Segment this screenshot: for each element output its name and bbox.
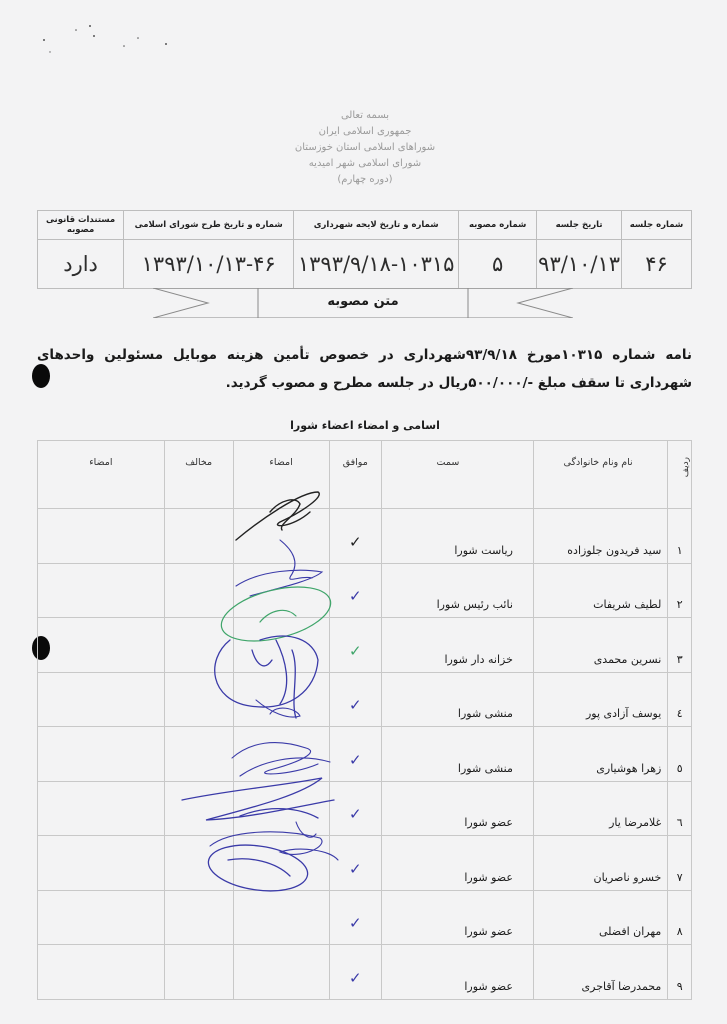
approve-check-icon: ✓ (348, 532, 362, 551)
oppose-signature-cell (38, 618, 165, 673)
oppose-signature-cell (38, 945, 165, 1000)
member-role: ریاست شورا (382, 509, 534, 564)
table-row (38, 563, 692, 618)
meta-header-session-number: شماره جلسه (622, 211, 692, 240)
member-role: نائب رئیس شورا (382, 563, 534, 618)
resolution-text-banner (153, 288, 573, 318)
oppose-cell (164, 890, 233, 945)
meta-legal-basis: دارد (38, 240, 124, 289)
member-role: منشی شورا (382, 672, 534, 727)
letterhead (250, 108, 480, 188)
meta-header-municipal-bill: شماره و تاریخ لایحه شهرداری (294, 211, 459, 240)
signature-cell (233, 563, 329, 618)
member-name: لطیف شریفات (533, 563, 667, 618)
members-title: اسامی و امضاء اعضاء شورا (290, 419, 440, 432)
meta-municipal-bill: ۱۳۹۳/۹/۱۸-۱۰۳۱۵ (294, 240, 459, 289)
oppose-cell (164, 836, 233, 891)
oppose-cell (164, 727, 233, 782)
row-number: ٦ (668, 781, 692, 836)
member-name: نسرین محمدی (533, 618, 667, 673)
resolution-text: نامه شماره ۱۰۳۱۵مورخ ۹۳/۹/۱۸شهرداری در خصوص تأمین هزینه موبایل مسئولین واحدهای شهرداری تا سقف مبلغ -/۵۰۰/۰۰۰ریال در جلسه مطرح و مصوب گردید. (37, 347, 692, 391)
oppose-signature-cell (38, 727, 165, 782)
meta-header-resolution-number: شماره مصوبه (459, 211, 537, 240)
meta-header-council-plan: شماره و تاریخ طرح شورای اسلامی (124, 211, 294, 240)
oppose-signature-cell (38, 836, 165, 891)
approve-check-icon: ✓ (348, 696, 362, 714)
row-number: ۸ (668, 890, 692, 945)
header-approve: موافق (329, 441, 381, 509)
oppose-cell (164, 618, 233, 673)
member-name: غلامرضا یار (533, 781, 667, 836)
table-row (38, 781, 692, 836)
member-name: سید فریدون جلوزاده (533, 509, 667, 564)
meta-session-number: ۴۶ (622, 240, 692, 289)
header-signature-oppose: امضاء (38, 441, 165, 509)
approve-check-icon: ✓ (348, 587, 362, 605)
member-role: منشی شورا (382, 727, 534, 782)
meta-header-session-date: تاریخ جلسه (537, 211, 622, 240)
table-row (38, 890, 692, 945)
approve-check-icon: ✓ (348, 968, 362, 987)
member-role: خزانه دار شورا (382, 618, 534, 673)
meta-session-date: ۹۳/۱۰/۱۳ (537, 240, 622, 289)
table-row (38, 836, 692, 891)
row-number: ۷ (668, 836, 692, 891)
signature-cell (233, 618, 329, 673)
member-name: مهران افضلی (533, 890, 667, 945)
row-number: ۱ (668, 509, 692, 564)
member-name: محمدرضا آقاجری (533, 945, 667, 1000)
oppose-cell (164, 563, 233, 618)
signature-cell (233, 509, 329, 564)
letterhead-line: شورای اسلامی شهر امیدیه (308, 158, 422, 169)
member-role: عضو شورا (382, 890, 534, 945)
member-role: عضو شورا (382, 781, 534, 836)
oppose-signature-cell (38, 781, 165, 836)
table-row (38, 672, 692, 727)
oppose-signature-cell (38, 672, 165, 727)
table-row (38, 618, 692, 673)
signature-cell (233, 781, 329, 836)
oppose-cell (164, 509, 233, 564)
signature-cell (233, 672, 329, 727)
signature-cell (233, 945, 329, 1000)
punch-hole (32, 364, 50, 388)
member-role: عضو شورا (382, 836, 534, 891)
meta-header-legal-basis: مستندات قانونی مصوبه (38, 211, 124, 240)
approve-check-icon: ✓ (348, 750, 362, 769)
oppose-cell (164, 672, 233, 727)
header-role: سمت (382, 441, 534, 509)
row-number: ۲ (668, 563, 692, 618)
council-members-table (37, 440, 692, 1000)
approve-check-icon: ✓ (348, 805, 362, 823)
resolution-meta-table (37, 210, 692, 289)
row-number: ۹ (668, 945, 692, 1000)
scan-specks (30, 20, 190, 64)
row-number: ٤ (668, 672, 692, 727)
member-name: یوسف آزادی پور (533, 672, 667, 727)
meta-council-plan: ۱۳۹۳/۱۰/۱۳-۴۶ (124, 240, 294, 289)
approve-check-icon: ✓ (348, 859, 362, 878)
meta-resolution-number: ۵ (459, 240, 537, 289)
member-role: عضو شورا (382, 945, 534, 1000)
oppose-signature-cell (38, 563, 165, 618)
table-row (38, 945, 692, 1000)
letterhead-line: بسمه تعالی (340, 110, 390, 121)
table-row (38, 509, 692, 564)
letterhead-line: شوراهای اسلامی استان خوزستان (294, 142, 436, 153)
letterhead-line: (دوره چهارم) (337, 174, 393, 185)
row-number: ٥ (668, 727, 692, 782)
letterhead-line: جمهوری اسلامی ایران (318, 126, 412, 137)
signature-cell (233, 890, 329, 945)
header-signature: امضاء (233, 441, 329, 509)
table-row (38, 727, 692, 782)
row-number: ۳ (668, 618, 692, 673)
signature-cell (233, 727, 329, 782)
oppose-cell (164, 781, 233, 836)
oppose-signature-cell (38, 509, 165, 564)
oppose-signature-cell (38, 890, 165, 945)
member-name: خسرو ناصریان (533, 836, 667, 891)
member-name: زهرا هوشیاری (533, 727, 667, 782)
signature-cell (233, 836, 329, 891)
approve-check-icon: ✓ (348, 641, 362, 660)
banner-label: متن مصوبه (327, 294, 399, 309)
header-row-number: ردیف (668, 441, 692, 509)
oppose-cell (164, 945, 233, 1000)
header-name: نام ونام خانوادگی (533, 441, 667, 509)
approve-check-icon: ✓ (348, 914, 362, 932)
header-oppose: مخالف (164, 441, 233, 509)
